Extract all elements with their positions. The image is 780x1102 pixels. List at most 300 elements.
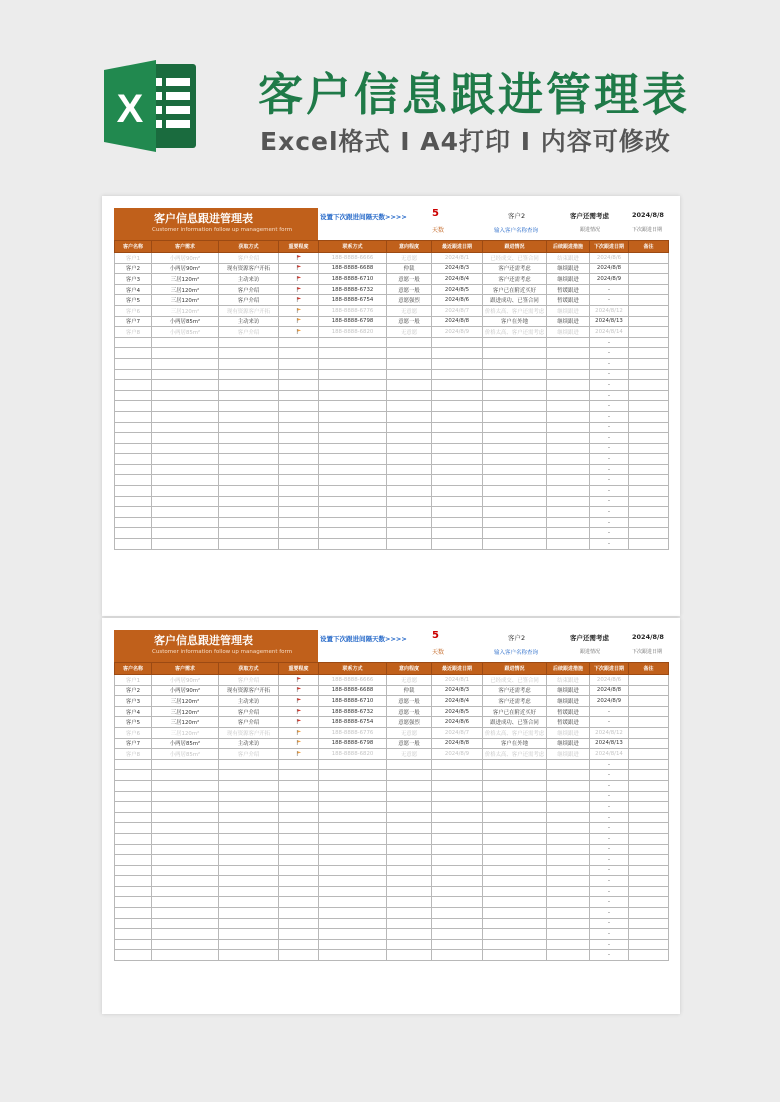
table-cell[interactable]: 客户7	[115, 316, 152, 327]
table-cell[interactable]	[432, 791, 483, 802]
table-cell[interactable]	[547, 337, 590, 348]
table-cell[interactable]	[279, 475, 319, 486]
table-cell[interactable]: 三居120m²	[152, 717, 219, 728]
table-cell[interactable]	[152, 939, 219, 950]
table-cell[interactable]: -	[590, 833, 629, 844]
table-cell[interactable]	[115, 855, 152, 866]
table-cell[interactable]	[319, 844, 387, 855]
table-cell[interactable]	[319, 486, 387, 497]
table-cell[interactable]	[483, 897, 547, 908]
table-cell[interactable]	[115, 443, 152, 454]
table-cell[interactable]	[483, 454, 547, 465]
table-cell[interactable]	[547, 464, 590, 475]
table-cell[interactable]	[152, 929, 219, 940]
table-cell[interactable]	[629, 812, 669, 823]
table-cell[interactable]	[115, 454, 152, 465]
table-cell[interactable]: 2024/8/7	[432, 727, 483, 738]
table-cell[interactable]: 结束跟进	[547, 253, 590, 264]
table-cell[interactable]	[319, 802, 387, 813]
table-cell[interactable]	[387, 337, 432, 348]
table-cell[interactable]	[387, 517, 432, 528]
table-cell[interactable]	[432, 337, 483, 348]
table-cell[interactable]	[629, 263, 669, 274]
table-cell[interactable]	[629, 696, 669, 707]
table-cell[interactable]	[387, 454, 432, 465]
table-cell[interactable]: 意愿强烈	[387, 295, 432, 306]
table-cell[interactable]	[319, 780, 387, 791]
table-cell[interactable]	[547, 475, 590, 486]
table-cell[interactable]: 2024/8/1	[432, 675, 483, 686]
table-cell[interactable]: 仲裁	[387, 685, 432, 696]
table-cell[interactable]	[629, 348, 669, 359]
table-cell[interactable]	[629, 738, 669, 749]
table-cell[interactable]: 2024/8/5	[432, 284, 483, 295]
table-cell[interactable]	[319, 855, 387, 866]
table-cell[interactable]	[483, 496, 547, 507]
table-cell[interactable]	[547, 454, 590, 465]
table-cell[interactable]	[483, 539, 547, 550]
table-cell[interactable]	[483, 770, 547, 781]
table-cell[interactable]	[279, 929, 319, 940]
table-cell[interactable]: 188-8888-6754	[319, 295, 387, 306]
table-cell[interactable]	[115, 865, 152, 876]
table-cell[interactable]: 暂缓跟进	[547, 706, 590, 717]
table-cell[interactable]	[387, 486, 432, 497]
table-cell[interactable]: 现有资源客户开拓	[219, 727, 279, 738]
table-cell[interactable]	[387, 833, 432, 844]
table-cell[interactable]: 客户8	[115, 749, 152, 760]
table-cell[interactable]	[629, 706, 669, 717]
table-cell[interactable]	[432, 369, 483, 380]
table-cell[interactable]: 已经成交、已签合同	[483, 675, 547, 686]
table-cell[interactable]: 无意愿	[387, 749, 432, 760]
table-cell[interactable]: -	[590, 464, 629, 475]
table-cell[interactable]	[483, 876, 547, 887]
table-cell[interactable]	[152, 401, 219, 412]
table-cell[interactable]	[279, 517, 319, 528]
table-cell[interactable]: 已经成交、已签合同	[483, 253, 547, 264]
table-cell[interactable]	[483, 380, 547, 391]
table-cell[interactable]: 188-8888-6710	[319, 274, 387, 285]
table-cell[interactable]: -	[590, 706, 629, 717]
table-cell[interactable]	[115, 337, 152, 348]
table-cell[interactable]	[629, 802, 669, 813]
table-cell[interactable]	[219, 950, 279, 961]
table-cell[interactable]: 小两居90m²	[152, 253, 219, 264]
table-cell[interactable]	[152, 337, 219, 348]
table-cell[interactable]	[219, 908, 279, 919]
table-cell[interactable]: 188-8888-6732	[319, 706, 387, 717]
table-cell[interactable]: -	[590, 939, 629, 950]
table-cell[interactable]: 2024/8/13	[590, 316, 629, 327]
table-cell[interactable]: 客户介绍	[219, 327, 279, 338]
table-cell[interactable]: 2024/8/9	[590, 274, 629, 285]
table-cell[interactable]	[629, 475, 669, 486]
table-cell[interactable]	[629, 422, 669, 433]
table-cell[interactable]: 继续跟进	[547, 274, 590, 285]
table-cell[interactable]	[152, 443, 219, 454]
table-cell[interactable]: 客户5	[115, 717, 152, 728]
table-cell[interactable]	[387, 539, 432, 550]
table-cell[interactable]: 意愿一般	[387, 738, 432, 749]
table-cell[interactable]	[279, 348, 319, 359]
table-cell[interactable]: 188-8888-6820	[319, 327, 387, 338]
table-cell[interactable]: 188-8888-6710	[319, 696, 387, 707]
table-cell[interactable]	[387, 464, 432, 475]
table-cell[interactable]	[432, 929, 483, 940]
table-cell[interactable]	[219, 812, 279, 823]
table-cell[interactable]: 2024/8/7	[432, 305, 483, 316]
table-cell[interactable]	[547, 369, 590, 380]
table-cell[interactable]	[629, 305, 669, 316]
table-cell[interactable]	[115, 929, 152, 940]
table-cell[interactable]: 价格太高、客户还需考虑	[483, 305, 547, 316]
table-cell[interactable]	[547, 865, 590, 876]
table-cell[interactable]	[629, 337, 669, 348]
table-cell[interactable]	[279, 401, 319, 412]
table-cell[interactable]	[279, 539, 319, 550]
table-cell[interactable]	[279, 759, 319, 770]
table-cell[interactable]: -	[590, 337, 629, 348]
table-cell[interactable]	[115, 791, 152, 802]
table-cell[interactable]: 现有资源客户开拓	[219, 263, 279, 274]
table-cell[interactable]	[387, 780, 432, 791]
table-cell[interactable]: -	[590, 411, 629, 422]
table-cell[interactable]	[152, 897, 219, 908]
table-cell[interactable]	[547, 939, 590, 950]
table-cell[interactable]	[432, 380, 483, 391]
table-cell[interactable]	[152, 802, 219, 813]
table-cell[interactable]	[387, 950, 432, 961]
table-cell[interactable]	[319, 507, 387, 518]
table-cell[interactable]	[387, 844, 432, 855]
table-cell[interactable]	[319, 876, 387, 887]
table-cell[interactable]: -	[590, 802, 629, 813]
table-cell[interactable]: 意愿一般	[387, 696, 432, 707]
table-cell[interactable]	[319, 886, 387, 897]
table-cell[interactable]	[219, 759, 279, 770]
table-cell[interactable]	[483, 865, 547, 876]
table-cell[interactable]: -	[590, 496, 629, 507]
table-cell[interactable]	[219, 770, 279, 781]
table-cell[interactable]	[547, 897, 590, 908]
table-cell[interactable]	[279, 749, 319, 760]
table-cell[interactable]	[219, 348, 279, 359]
table-cell[interactable]	[152, 886, 219, 897]
table-cell[interactable]	[319, 791, 387, 802]
table-cell[interactable]	[319, 496, 387, 507]
table-cell[interactable]	[547, 802, 590, 813]
table-cell[interactable]: 继续跟进	[547, 685, 590, 696]
table-cell[interactable]	[629, 443, 669, 454]
table-cell[interactable]	[432, 348, 483, 359]
table-cell[interactable]	[432, 950, 483, 961]
table-cell[interactable]: 2024/8/3	[432, 263, 483, 274]
table-cell[interactable]	[279, 433, 319, 444]
table-cell[interactable]	[483, 411, 547, 422]
table-cell[interactable]	[629, 274, 669, 285]
table-cell[interactable]	[629, 855, 669, 866]
table-cell[interactable]: 主动来访	[219, 274, 279, 285]
table-cell[interactable]	[319, 411, 387, 422]
table-cell[interactable]	[219, 517, 279, 528]
table-cell[interactable]	[279, 908, 319, 919]
table-cell[interactable]	[219, 358, 279, 369]
table-cell[interactable]	[115, 369, 152, 380]
table-cell[interactable]	[279, 380, 319, 391]
table-cell[interactable]	[547, 390, 590, 401]
table-cell[interactable]	[319, 823, 387, 834]
table-cell[interactable]	[219, 337, 279, 348]
table-cell[interactable]	[152, 823, 219, 834]
table-cell[interactable]	[152, 528, 219, 539]
table-cell[interactable]: 2024/8/8	[590, 263, 629, 274]
table-cell[interactable]	[219, 433, 279, 444]
table-cell[interactable]	[319, 908, 387, 919]
table-cell[interactable]: 暂缓跟进	[547, 717, 590, 728]
table-cell[interactable]	[152, 422, 219, 433]
table-cell[interactable]	[279, 454, 319, 465]
table-cell[interactable]	[319, 422, 387, 433]
table-cell[interactable]: 暂缓跟进	[547, 284, 590, 295]
table-cell[interactable]	[279, 727, 319, 738]
table-cell[interactable]	[279, 696, 319, 707]
table-cell[interactable]	[219, 823, 279, 834]
table-cell[interactable]	[483, 929, 547, 940]
table-cell[interactable]	[219, 528, 279, 539]
table-cell[interactable]	[152, 855, 219, 866]
table-cell[interactable]: 无意愿	[387, 727, 432, 738]
table-cell[interactable]	[629, 316, 669, 327]
table-cell[interactable]	[387, 443, 432, 454]
table-cell[interactable]	[279, 791, 319, 802]
table-cell[interactable]	[279, 823, 319, 834]
table-cell[interactable]	[629, 791, 669, 802]
table-cell[interactable]	[219, 422, 279, 433]
table-cell[interactable]	[152, 486, 219, 497]
table-cell[interactable]	[483, 348, 547, 359]
table-cell[interactable]	[629, 486, 669, 497]
table-cell[interactable]	[152, 770, 219, 781]
table-cell[interactable]: 188-8888-6688	[319, 685, 387, 696]
table-cell[interactable]: 三居120m²	[152, 284, 219, 295]
table-cell[interactable]	[219, 369, 279, 380]
table-cell[interactable]	[629, 717, 669, 728]
table-cell[interactable]	[279, 305, 319, 316]
table-cell[interactable]	[319, 464, 387, 475]
table-cell[interactable]: 2024/8/6	[432, 717, 483, 728]
table-cell[interactable]	[115, 528, 152, 539]
table-cell[interactable]: 2024/8/8	[432, 316, 483, 327]
table-cell[interactable]	[432, 897, 483, 908]
table-cell[interactable]	[219, 865, 279, 876]
table-cell[interactable]	[279, 263, 319, 274]
table-cell[interactable]	[279, 327, 319, 338]
table-cell[interactable]	[629, 411, 669, 422]
table-cell[interactable]	[319, 390, 387, 401]
table-cell[interactable]: -	[590, 865, 629, 876]
table-cell[interactable]: -	[590, 401, 629, 412]
customer-query-value[interactable]: 客户2	[508, 212, 526, 220]
table-cell[interactable]: -	[590, 486, 629, 497]
table-cell[interactable]: 小两居85m²	[152, 738, 219, 749]
table-cell[interactable]: 客户4	[115, 284, 152, 295]
table-cell[interactable]: 2024/8/6	[590, 675, 629, 686]
table-cell[interactable]	[387, 401, 432, 412]
table-cell[interactable]	[219, 475, 279, 486]
table-cell[interactable]: -	[590, 759, 629, 770]
table-cell[interactable]: 2024/8/5	[432, 706, 483, 717]
table-cell[interactable]	[115, 886, 152, 897]
table-cell[interactable]	[279, 337, 319, 348]
table-cell[interactable]: -	[590, 812, 629, 823]
table-cell[interactable]: 现有资源客户开拓	[219, 305, 279, 316]
table-cell[interactable]: 意愿强烈	[387, 717, 432, 728]
table-cell[interactable]: 客户已在附近买好	[483, 706, 547, 717]
table-cell[interactable]	[629, 770, 669, 781]
table-cell[interactable]	[629, 390, 669, 401]
table-cell[interactable]	[432, 464, 483, 475]
table-cell[interactable]	[483, 517, 547, 528]
table-cell[interactable]	[387, 475, 432, 486]
table-cell[interactable]	[319, 433, 387, 444]
table-cell[interactable]	[279, 390, 319, 401]
table-cell[interactable]	[547, 528, 590, 539]
table-cell[interactable]	[483, 443, 547, 454]
table-cell[interactable]: 客户4	[115, 706, 152, 717]
table-cell[interactable]	[629, 759, 669, 770]
table-cell[interactable]: 2024/8/14	[590, 749, 629, 760]
table-cell[interactable]: 客户2	[115, 685, 152, 696]
table-cell[interactable]	[115, 770, 152, 781]
table-cell[interactable]	[387, 390, 432, 401]
table-cell[interactable]	[629, 876, 669, 887]
table-cell[interactable]	[152, 876, 219, 887]
table-cell[interactable]: 2024/8/12	[590, 727, 629, 738]
table-cell[interactable]	[152, 918, 219, 929]
table-cell[interactable]	[629, 464, 669, 475]
table-cell[interactable]	[483, 528, 547, 539]
table-cell[interactable]	[483, 507, 547, 518]
table-cell[interactable]	[319, 950, 387, 961]
table-cell[interactable]: 客户还需考虑	[483, 696, 547, 707]
table-cell[interactable]	[152, 475, 219, 486]
table-cell[interactable]: -	[590, 908, 629, 919]
table-cell[interactable]	[547, 486, 590, 497]
table-cell[interactable]	[629, 433, 669, 444]
table-cell[interactable]	[152, 517, 219, 528]
table-cell[interactable]	[115, 496, 152, 507]
table-cell[interactable]	[279, 770, 319, 781]
table-cell[interactable]	[115, 897, 152, 908]
table-cell[interactable]	[629, 727, 669, 738]
table-cell[interactable]: 2024/8/6	[432, 295, 483, 306]
table-cell[interactable]	[483, 791, 547, 802]
table-cell[interactable]	[547, 358, 590, 369]
table-cell[interactable]	[279, 918, 319, 929]
table-cell[interactable]: 意愿一般	[387, 284, 432, 295]
table-cell[interactable]	[483, 464, 547, 475]
table-cell[interactable]: 2024/8/14	[590, 327, 629, 338]
table-cell[interactable]: 小两居90m²	[152, 675, 219, 686]
table-cell[interactable]	[319, 865, 387, 876]
table-cell[interactable]: -	[590, 517, 629, 528]
table-cell[interactable]	[387, 380, 432, 391]
table-cell[interactable]	[432, 855, 483, 866]
table-cell[interactable]	[115, 833, 152, 844]
table-cell[interactable]: 无意愿	[387, 253, 432, 264]
table-cell[interactable]	[279, 876, 319, 887]
table-cell[interactable]	[115, 939, 152, 950]
table-cell[interactable]	[219, 844, 279, 855]
table-cell[interactable]: -	[590, 791, 629, 802]
table-cell[interactable]	[629, 749, 669, 760]
table-cell[interactable]	[432, 833, 483, 844]
table-cell[interactable]: -	[590, 886, 629, 897]
table-cell[interactable]	[483, 950, 547, 961]
table-cell[interactable]	[319, 369, 387, 380]
table-cell[interactable]	[152, 380, 219, 391]
table-cell[interactable]	[319, 528, 387, 539]
table-cell[interactable]	[629, 295, 669, 306]
table-cell[interactable]	[432, 770, 483, 781]
table-cell[interactable]	[152, 759, 219, 770]
table-cell[interactable]: -	[590, 369, 629, 380]
table-cell[interactable]: 继续跟进	[547, 696, 590, 707]
table-cell[interactable]	[279, 812, 319, 823]
table-cell[interactable]	[152, 454, 219, 465]
table-cell[interactable]	[219, 486, 279, 497]
table-cell[interactable]: 188-8888-6688	[319, 263, 387, 274]
table-cell[interactable]	[152, 833, 219, 844]
table-cell[interactable]: 客户还需考虑	[483, 274, 547, 285]
table-cell[interactable]: 2024/8/8	[590, 685, 629, 696]
table-cell[interactable]	[547, 507, 590, 518]
table-cell[interactable]	[629, 833, 669, 844]
table-cell[interactable]: 客户介绍	[219, 675, 279, 686]
table-cell[interactable]	[387, 422, 432, 433]
table-cell[interactable]	[432, 539, 483, 550]
table-cell[interactable]: 价格太高、客户还需考虑	[483, 749, 547, 760]
table-cell[interactable]: 客户5	[115, 295, 152, 306]
table-cell[interactable]: 客户介绍	[219, 295, 279, 306]
table-cell[interactable]	[115, 908, 152, 919]
table-cell[interactable]	[115, 539, 152, 550]
table-cell[interactable]	[279, 865, 319, 876]
table-cell[interactable]	[319, 454, 387, 465]
table-cell[interactable]: 客户在外地	[483, 316, 547, 327]
table-cell[interactable]	[319, 759, 387, 770]
table-cell[interactable]	[279, 833, 319, 844]
table-cell[interactable]	[547, 539, 590, 550]
table-cell[interactable]: 小两居90m²	[152, 685, 219, 696]
table-cell[interactable]	[387, 770, 432, 781]
table-cell[interactable]	[547, 929, 590, 940]
table-cell[interactable]: 2024/8/9	[432, 327, 483, 338]
table-cell[interactable]	[387, 411, 432, 422]
table-cell[interactable]	[629, 496, 669, 507]
table-cell[interactable]	[279, 284, 319, 295]
table-cell[interactable]	[629, 539, 669, 550]
table-cell[interactable]	[547, 780, 590, 791]
table-cell[interactable]: 三居120m²	[152, 274, 219, 285]
table-cell[interactable]	[279, 939, 319, 950]
table-cell[interactable]	[219, 454, 279, 465]
table-cell[interactable]	[219, 886, 279, 897]
table-cell[interactable]	[432, 454, 483, 465]
table-cell[interactable]	[547, 886, 590, 897]
table-cell[interactable]	[629, 918, 669, 929]
